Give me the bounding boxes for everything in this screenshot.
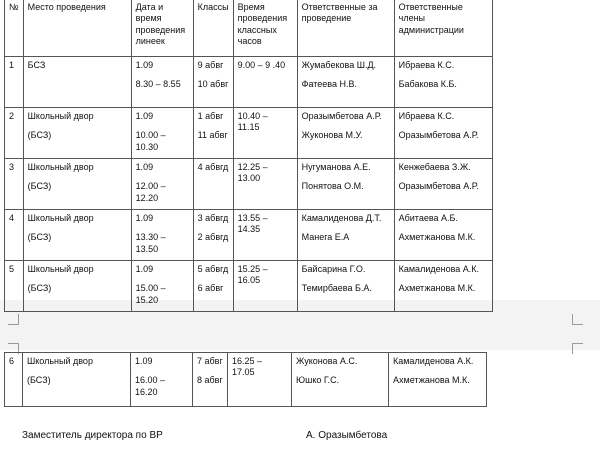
time-value: 15.00 – xyxy=(135,283,166,294)
cell-hours-time xyxy=(233,210,297,261)
cell-line: Камалиденова Д.Т. xyxy=(301,213,382,223)
header-date-time: Дата и время проведения линеек xyxy=(131,0,193,57)
cell-responsible xyxy=(297,210,394,261)
cell-line: БСЗ xyxy=(27,60,46,70)
cell-date-time xyxy=(131,108,193,159)
cell-line: Камалиденова А.К. xyxy=(398,264,480,274)
header-hours-time: Время проведения классных часов xyxy=(233,0,297,57)
date-value: 1.09 xyxy=(135,213,154,223)
cell-hours-time xyxy=(233,57,297,108)
date-value: 1.09 xyxy=(135,111,154,121)
cell-line: (БСЗ) xyxy=(27,375,51,386)
cell-line: 1 абвг xyxy=(197,111,224,121)
cell-line: 10.40 – xyxy=(237,111,268,121)
time-value: 16.20 xyxy=(135,386,158,397)
time-value: 12.00 – xyxy=(135,181,166,192)
cell-line: 9.00 – 9 .40 xyxy=(237,60,286,70)
date-value: 1.09 xyxy=(135,60,154,70)
cell-line: 14.35 xyxy=(237,224,261,235)
cell-classes xyxy=(193,210,233,261)
cell-line: Ахметжанова М.К. xyxy=(398,232,476,243)
cell-classes xyxy=(193,353,228,407)
cell-line: 16.25 – xyxy=(232,356,263,366)
cell-line: 16.05 xyxy=(237,275,261,286)
signature-name: А. Оразымбетова xyxy=(306,430,388,441)
table-header-row xyxy=(5,0,493,57)
cell-line: Бабакова К.Б. xyxy=(398,79,457,90)
row-number: 3 xyxy=(9,162,15,172)
page-corner-mark xyxy=(8,314,19,325)
page-corner-mark xyxy=(572,314,583,325)
cell-line: 11 абвг xyxy=(197,130,228,141)
cell-line: 17.05 xyxy=(232,367,255,378)
row-number: 6 xyxy=(9,356,15,366)
cell-line: 11.15 xyxy=(237,122,260,133)
cell-responsible xyxy=(297,159,394,210)
cell-place xyxy=(23,57,131,108)
cell-num xyxy=(5,210,24,261)
cell-admin xyxy=(394,159,492,210)
cell-line: 5 абвгд xyxy=(197,264,229,274)
row-number: 5 xyxy=(9,264,15,274)
cell-line: 4 абвгд xyxy=(197,162,229,172)
table-row xyxy=(5,57,493,108)
cell-date-time xyxy=(131,210,193,261)
cell-line: Ахметжанова М.К. xyxy=(393,375,470,386)
cell-line: Оразымбетова А.Р. xyxy=(398,130,479,141)
date-value: 1.09 xyxy=(135,162,154,172)
table-row xyxy=(5,108,493,159)
cell-line: Школьный двор xyxy=(27,111,94,121)
cell-admin xyxy=(394,210,492,261)
cell-date-time xyxy=(131,159,193,210)
cell-line: Оразымбетова А.Р. xyxy=(398,181,479,192)
cell-line: Нугуманова А.Е. xyxy=(301,162,371,172)
date-value: 1.09 xyxy=(135,356,153,366)
cell-date-time xyxy=(131,261,193,312)
cell-responsible xyxy=(297,57,394,108)
time-value: 10.30 xyxy=(135,141,159,152)
header-place: Место проведения xyxy=(23,0,131,57)
cell-line: Темирбаева Б.А. xyxy=(301,283,372,294)
header-responsible: Ответственные за проведение xyxy=(297,0,394,57)
cell-line: 8 абвг xyxy=(197,375,223,386)
time-value: 8.30 – 8.55 xyxy=(135,79,181,90)
cell-admin xyxy=(394,57,492,108)
cell-line: Камалиденова А.К. xyxy=(393,356,474,366)
cell-line: Ибраева К.С. xyxy=(398,60,455,70)
header-admin: Ответственные члены администрации xyxy=(394,0,492,57)
table-row xyxy=(5,210,493,261)
cell-line: Школьный двор xyxy=(27,162,94,172)
cell-line: 13.55 – xyxy=(237,213,268,223)
time-value: 13.30 – xyxy=(135,232,166,243)
cell-line: Ахметжанова М.К. xyxy=(398,283,476,294)
cell-classes xyxy=(193,159,233,210)
header-num: № xyxy=(5,0,24,57)
cell-place xyxy=(23,159,131,210)
cell-place xyxy=(23,210,131,261)
cell-line: (БСЗ) xyxy=(27,232,52,243)
schedule-table-continued xyxy=(4,352,487,407)
cell-responsible xyxy=(297,261,394,312)
cell-line: Оразымбетова А.Р. xyxy=(301,111,382,121)
cell-responsible xyxy=(292,353,389,407)
table-row xyxy=(5,159,493,210)
cell-line: Жуконова А.С. xyxy=(296,356,358,366)
cell-date-time xyxy=(131,57,193,108)
cell-num xyxy=(5,108,24,159)
cell-line: Школьный двор xyxy=(27,264,94,274)
cell-line: Юшко Г.С. xyxy=(296,375,340,386)
cell-line: 12.25 – xyxy=(237,162,268,172)
cell-line: 13.00 xyxy=(237,173,261,184)
cell-date-time xyxy=(131,353,193,407)
cell-num xyxy=(5,261,24,312)
cell-line: 15.25 – xyxy=(237,264,268,274)
cell-hours-time xyxy=(233,261,297,312)
header-classes: Классы xyxy=(193,0,233,57)
cell-admin xyxy=(394,261,492,312)
cell-admin xyxy=(389,353,487,407)
cell-line: Жумабекова Ш.Д. xyxy=(301,60,377,70)
cell-place xyxy=(23,108,131,159)
cell-line: (БСЗ) xyxy=(27,130,52,141)
cell-hours-time xyxy=(233,159,297,210)
table-row xyxy=(5,353,487,407)
cell-line: Школьный двор xyxy=(27,213,94,223)
cell-place xyxy=(23,261,131,312)
cell-num xyxy=(5,353,23,407)
cell-line: Фатеева Н.В. xyxy=(301,79,357,90)
cell-line: Понятова О.М. xyxy=(301,181,364,192)
cell-line: 6 абвг xyxy=(197,283,224,294)
cell-hours-time xyxy=(228,353,292,407)
cell-line: 9 абвг xyxy=(197,60,224,70)
cell-classes xyxy=(193,261,233,312)
cell-classes xyxy=(193,108,233,159)
cell-line: 7 абвг xyxy=(197,356,223,366)
cell-place xyxy=(23,353,131,407)
cell-line: Кенжебаева З.Ж. xyxy=(398,162,471,172)
cell-line: 2 абвгд xyxy=(197,232,229,243)
cell-responsible xyxy=(297,108,394,159)
cell-admin xyxy=(394,108,492,159)
time-value: 15.20 xyxy=(135,294,159,305)
cell-line: Манега Е.А xyxy=(301,232,350,243)
cell-line: Байсарина Г.О. xyxy=(301,264,366,274)
page-corner-mark xyxy=(572,343,583,354)
schedule-table xyxy=(4,0,493,312)
time-value: 13.50 xyxy=(135,243,159,254)
cell-num xyxy=(5,57,24,108)
cell-line: Ибраева К.С. xyxy=(398,111,455,121)
row-number: 4 xyxy=(9,213,15,223)
cell-classes xyxy=(193,57,233,108)
cell-line: Жуконова М.У. xyxy=(301,130,363,141)
date-value: 1.09 xyxy=(135,264,154,274)
row-number: 1 xyxy=(9,60,15,70)
cell-line: (БСЗ) xyxy=(27,283,52,294)
time-value: 12.20 xyxy=(135,192,159,203)
row-number: 2 xyxy=(9,111,15,121)
cell-line: Школьный двор xyxy=(27,356,93,366)
time-value: 16.00 – xyxy=(135,375,166,386)
cell-line: Абитаева А.Б. xyxy=(398,213,458,223)
cell-line: 3 абвгд xyxy=(197,213,229,223)
cell-num xyxy=(5,159,24,210)
cell-line: 10 абвг xyxy=(197,79,229,90)
cell-hours-time xyxy=(233,108,297,159)
table-row xyxy=(5,261,493,312)
time-value: 10.00 – xyxy=(135,130,166,141)
cell-line: (БСЗ) xyxy=(27,181,52,192)
signature-position: Заместитель директора по ВР xyxy=(22,430,163,441)
